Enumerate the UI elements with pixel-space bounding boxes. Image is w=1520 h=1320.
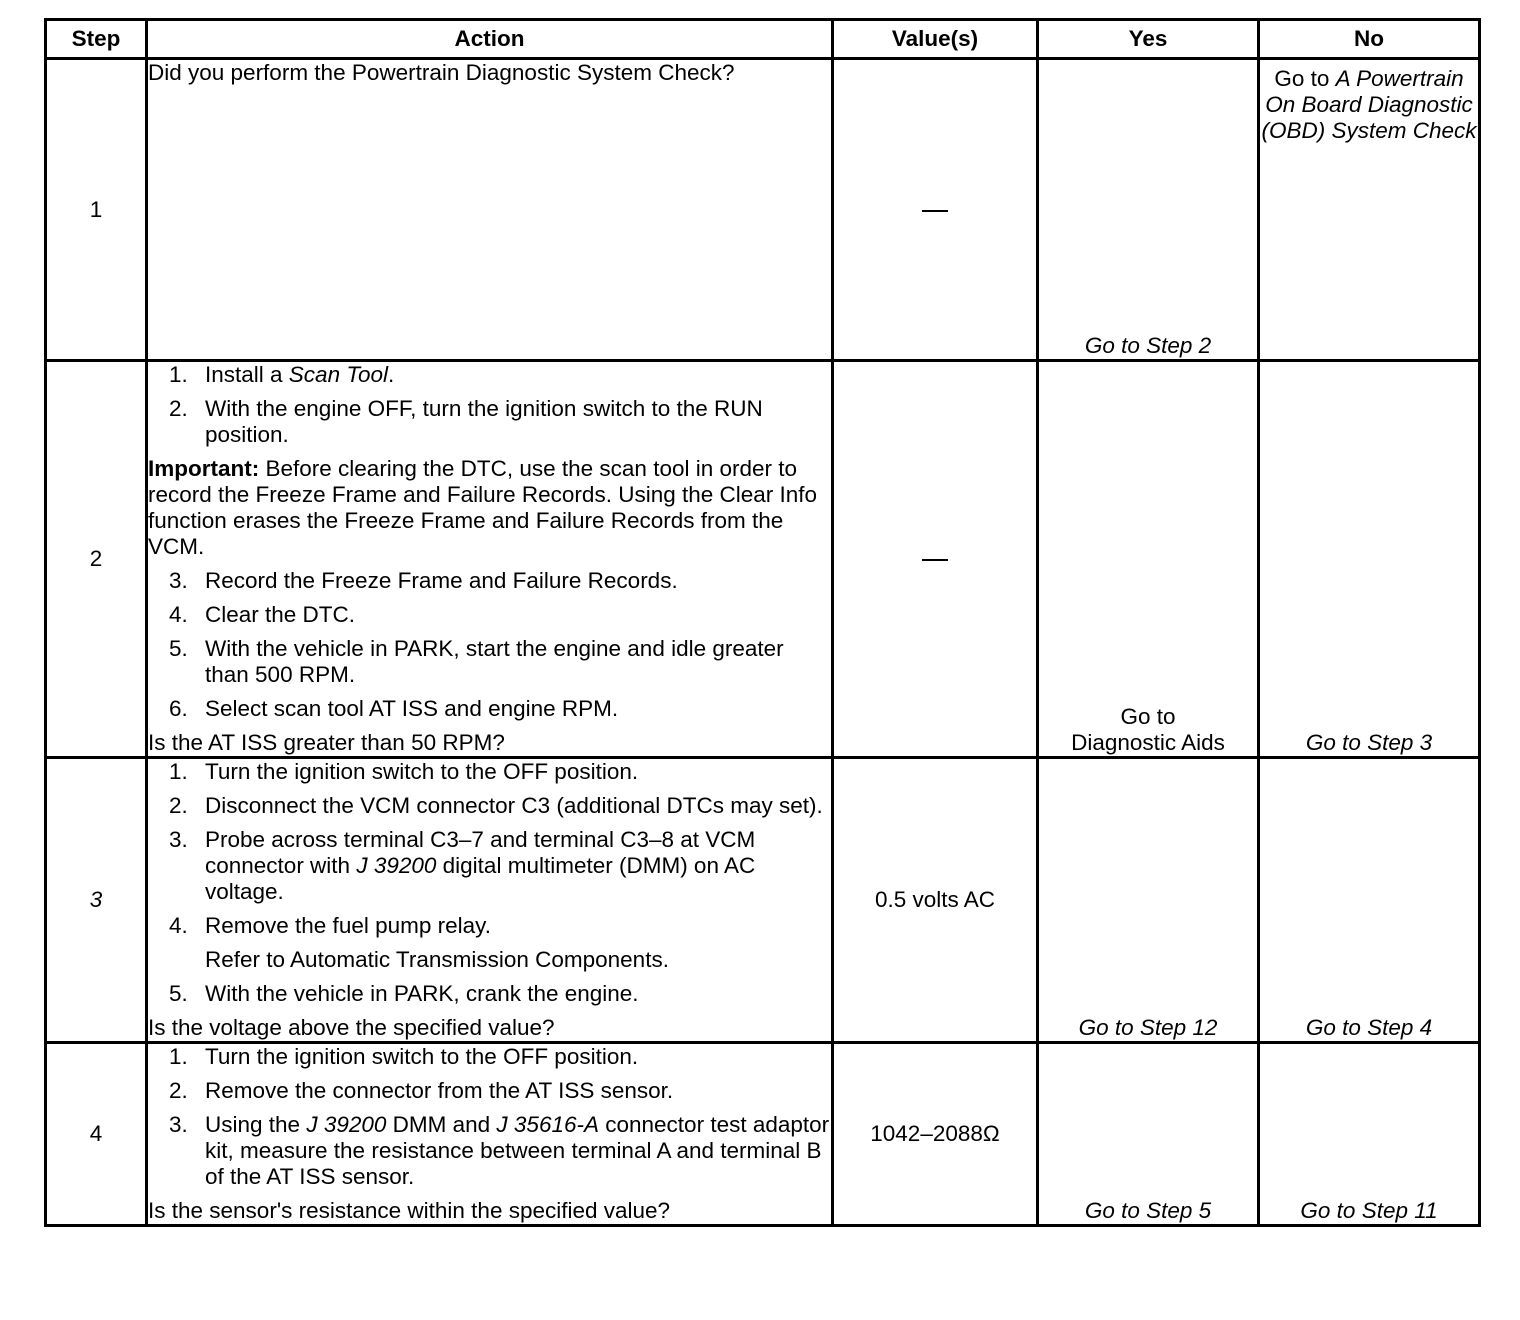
list-item [148,568,831,594]
list-item [148,1112,831,1190]
list-item-text: Using the [205,1112,307,1137]
step-number: 2 [46,361,147,758]
important-text: Before clearing the DTC, use the scan tool in order to record the Freeze Frame and Failure Records. Using the Clear Info function erases the Freeze Frame and Failure Records from the VCM. [148,456,818,559]
header-step: Step [46,20,147,59]
list-item-text: connector test adaptor kit, measure the resistance between terminal A and terminal B of the AT ISS sensor. [205,1112,830,1189]
action-question: Did you perform the Powertrain Diagnostic System Check? [148,60,735,85]
list-item-text: With the vehicle in PARK, crank the engine. [205,981,639,1006]
list-number: 1. [169,759,188,784]
no-link-obd-system-check[interactable]: A Powertrain On Board Diagnostic (OBD) System Check [1261,66,1477,143]
list-number: 6. [169,696,188,721]
list-number: 3. [169,568,188,593]
table-row-step-3 [46,758,1480,1043]
list-item [148,636,831,688]
list-item [148,362,831,388]
diagnostic-table-sheet [44,18,1481,1227]
list-number: 1. [169,1044,188,1069]
list-item-text: Probe across terminal C3–7 and terminal C3–8 at VCM connector with [205,827,756,878]
action-steps-list [148,568,831,722]
table-row-step-1 [46,59,1480,361]
list-item [148,602,831,628]
no-cell [1259,59,1480,361]
no-prefix: Go to [1274,66,1336,91]
diagnostic-table [44,18,1481,1227]
table-row-step-4 [46,1043,1480,1226]
value-cell: 0.5 volts AC [833,758,1038,1043]
list-item-text: Install a [205,362,289,387]
list-item [148,1044,831,1070]
action-question: Is the sensor's resistance within the specified value? [148,1198,671,1223]
table-row-step-2 [46,361,1480,758]
list-number: 3. [169,827,188,852]
step-number: 1 [46,59,147,361]
no-link-step-11[interactable]: Go to Step 11 [1259,1043,1480,1226]
list-item-text: Remove the connector from the AT ISS sensor. [205,1078,674,1103]
list-item-text: Turn the ignition switch to the OFF position. [205,759,639,784]
list-item-text: Select scan tool AT ISS and engine RPM. [205,696,619,721]
action-steps-list [148,759,831,1007]
action-cell [147,1043,833,1226]
list-item [148,793,831,819]
em-dash-value [922,210,948,212]
list-number: 4. [169,602,188,627]
list-item [148,759,831,785]
header-values: Value(s) [833,20,1038,59]
tool-name: J 39200 [356,853,437,878]
list-item-note: Refer to Automatic Transmission Components. [205,947,669,972]
no-link-step-4[interactable]: Go to Step 4 [1259,758,1480,1043]
list-number: 5. [169,981,188,1006]
action-cell [147,361,833,758]
no-link-step-3[interactable]: Go to Step 3 [1259,361,1480,758]
yes-link-step-5[interactable]: Go to Step 5 [1038,1043,1259,1226]
list-item [148,827,831,905]
step-number: 4 [46,1043,147,1226]
list-item-text: . [388,362,395,387]
list-number: 2. [169,1078,188,1103]
list-item [148,981,831,1007]
value-cell: 1042–2088Ω [833,1043,1038,1226]
yes-link-step-12[interactable]: Go to Step 12 [1038,758,1259,1043]
header-action: Action [147,20,833,59]
yes-link-step-2[interactable]: Go to Step 2 [1038,59,1259,361]
tool-name: Scan Tool [288,362,389,387]
list-number: 5. [169,636,188,661]
action-steps-list [148,362,831,448]
header-no: No [1259,20,1480,59]
list-item-text: With the engine OFF, turn the ignition switch to the RUN position. [205,396,763,447]
list-item [148,696,831,722]
action-steps-list [148,1044,831,1190]
tool-name: J 39200 [306,1112,387,1137]
list-item-text: Clear the DTC. [205,602,356,627]
list-number: 2. [169,793,188,818]
list-number: 1. [169,362,188,387]
important-note [148,456,831,560]
action-question: Is the voltage above the specified value? [148,1015,555,1040]
important-label: Important: [148,456,260,481]
list-number: 4. [169,913,188,938]
list-item-text: Remove the fuel pump relay. [205,913,491,938]
list-item [148,396,831,448]
value-cell [833,59,1038,361]
list-item-text: Record the Freeze Frame and Failure Records. [205,568,678,593]
list-item-text: Disconnect the VCM connector C3 (additional DTCs may set). [205,793,823,818]
list-item-text: Turn the ignition switch to the OFF position. [205,1044,639,1069]
tool-name: J 35616-A [496,1112,599,1137]
list-item [148,913,831,973]
list-item-text: DMM and [386,1112,497,1137]
list-item [148,1078,831,1104]
yes-link-diagnostic-aids[interactable]: Go to Diagnostic Aids [1038,361,1259,758]
list-number: 3. [169,1112,188,1137]
value-cell [833,361,1038,758]
header-yes: Yes [1038,20,1259,59]
list-number: 2. [169,396,188,421]
action-cell [147,59,833,361]
list-item-text: digital multimeter (DMM) on AC voltage. [205,853,756,904]
step-number: 3 [46,758,147,1043]
list-item-text: With the vehicle in PARK, start the engine and idle greater than 500 RPM. [205,636,784,687]
header-row [46,20,1480,59]
action-question: Is the AT ISS greater than 50 RPM? [148,730,505,755]
em-dash-value [922,559,948,561]
action-cell [147,758,833,1043]
